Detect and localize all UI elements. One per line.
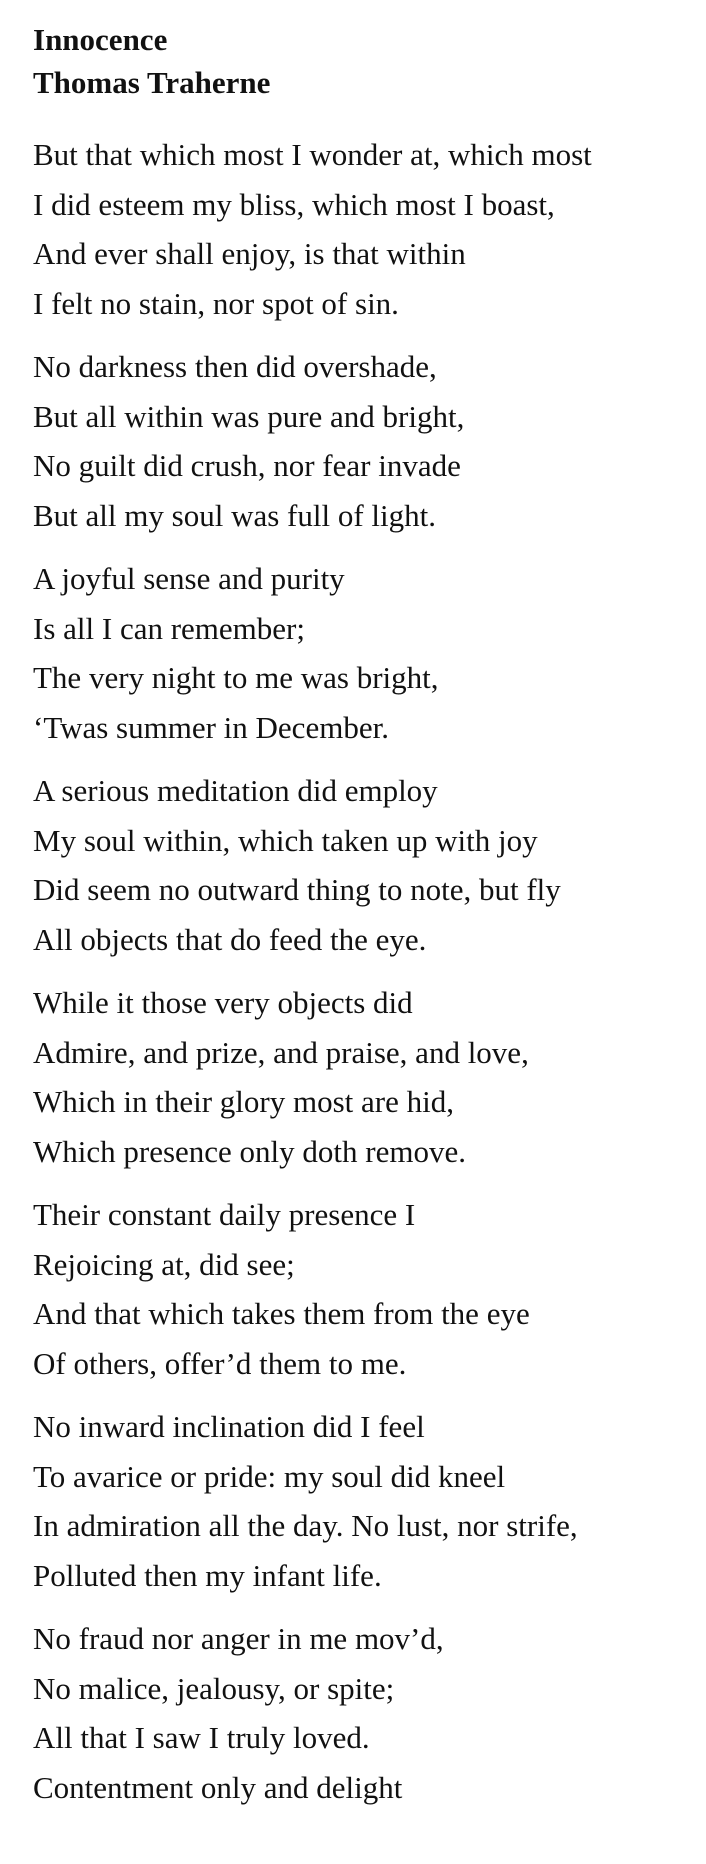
stanza-6 — [33, 1190, 706, 1388]
poem-line: But that which most I wonder at, which most — [33, 137, 592, 172]
poem-line: To avarice or pride: my soul did kneel — [33, 1458, 506, 1494]
poem-line: No guilt did crush, nor fear invade — [33, 448, 461, 483]
poem-line: A joyful sense and purity — [33, 561, 345, 596]
stanza-8 — [33, 1614, 706, 1812]
stanza-4 — [33, 766, 706, 964]
poem-line: And that which takes them from the eye — [33, 1296, 530, 1331]
stanza-5 — [33, 978, 706, 1176]
poem-line: Admire, and prize, and praise, and love, — [33, 1034, 529, 1070]
poem-line: My soul within, which taken up with joy — [33, 822, 538, 858]
poem-line: Which presence only doth remove. — [33, 1133, 466, 1169]
poem-line: But all within was pure and bright, — [33, 398, 465, 434]
poem-line: In admiration all the day. No lust, nor strife, — [33, 1508, 578, 1543]
poem-line: I felt no stain, nor spot of sin. — [33, 285, 399, 321]
poem-line: No darkness then did overshade, — [33, 349, 437, 384]
stanza-2 — [33, 342, 706, 540]
stanza-7 — [33, 1402, 706, 1600]
poem-line: All objects that do feed the eye. — [33, 921, 427, 957]
poem-line: While it those very objects did — [33, 985, 413, 1020]
poem-line: No malice, jealousy, or spite; — [33, 1670, 395, 1706]
poem-line: All that I saw I truly loved. — [33, 1720, 370, 1755]
poem-line: But all my soul was full of light. — [33, 497, 436, 533]
stanza-3 — [33, 554, 706, 752]
poem-line: No inward inclination did I feel — [33, 1409, 425, 1444]
poem-title: Innocence — [33, 22, 168, 57]
poem-line: The very night to me was bright, — [33, 660, 439, 695]
poem-line: Which in their glory most are hid, — [33, 1084, 454, 1119]
poem-line: Of others, offer’d them to me. — [33, 1345, 407, 1381]
poem-line: A serious meditation did employ — [33, 773, 438, 808]
poem-line: ‘Twas summer in December. — [33, 709, 389, 745]
poem-line: Is all I can remember; — [33, 610, 305, 646]
poem-line: And ever shall enjoy, is that within — [33, 236, 466, 271]
poem-line: Contentment only and delight — [33, 1769, 403, 1805]
stanza-1 — [33, 130, 706, 328]
poem-line: No fraud nor anger in me mov’d, — [33, 1621, 444, 1656]
poem-line: Polluted then my infant life. — [33, 1557, 382, 1593]
poem-line: Rejoicing at, did see; — [33, 1246, 295, 1282]
poem-body — [33, 130, 706, 1812]
poem-author: Thomas Traherne — [33, 65, 271, 100]
poem-line: Did seem no outward thing to note, but fly — [33, 872, 561, 907]
poem-line: I did esteem my bliss, which most I boast, — [33, 186, 555, 222]
poem-header — [33, 18, 706, 104]
poem-line: Their constant daily presence I — [33, 1197, 416, 1232]
